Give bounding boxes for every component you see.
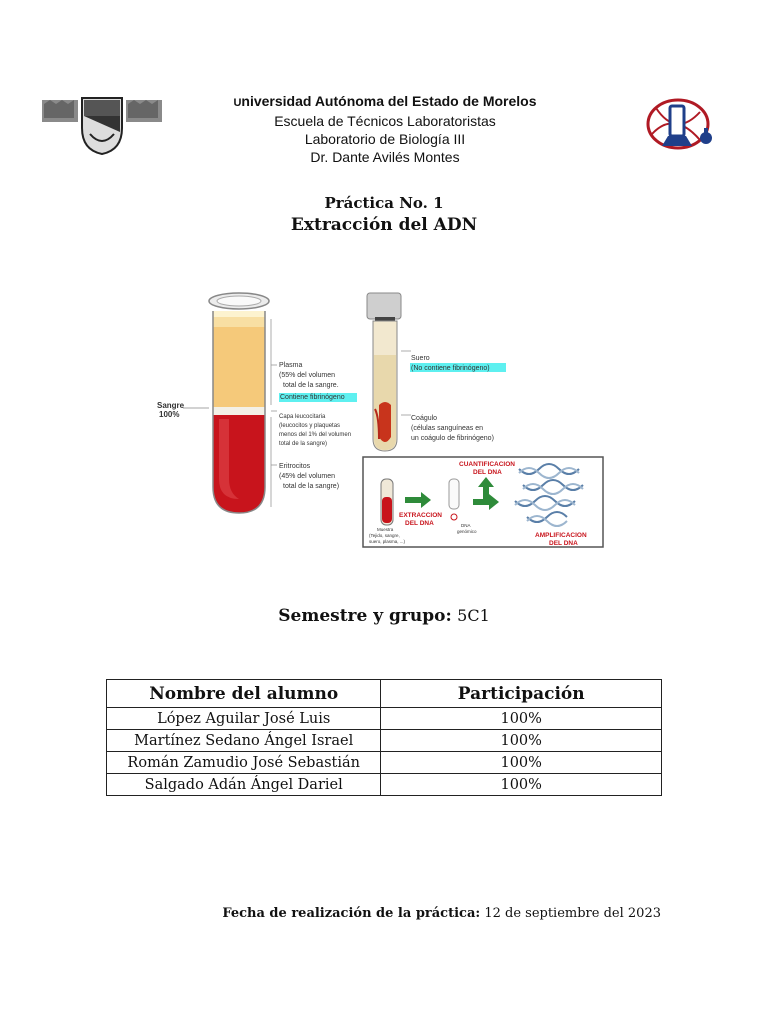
- students-table: [106, 679, 662, 796]
- document-header: [170, 92, 600, 166]
- student-participation: 100%: [381, 708, 662, 730]
- semester-value: 5C1: [457, 606, 490, 625]
- eritrocitos-label: Eritrocitos (45% del volumen total de la sangre): [279, 463, 340, 490]
- lab-name: Laboratorio de Biología III: [304, 131, 466, 147]
- practice-number: Práctica No. 1: [324, 194, 444, 212]
- university-name: Universidad Autónoma del Estado de Morelos: [233, 93, 537, 109]
- blood-tube: [209, 293, 269, 513]
- table-row: [107, 708, 662, 730]
- table-row: [107, 752, 662, 774]
- practice-date: [222, 906, 661, 921]
- plasma-label: Plasma (55% del volumen total de la sangre. Contiene fibrinógeno: [279, 362, 345, 401]
- school-name: Escuela de Técnicos Laboratoristas: [274, 113, 496, 129]
- semester-label: Semestre y grupo:: [278, 606, 452, 626]
- cuantificacion-label: CUANTIFICACION DEL DNA: [459, 461, 515, 476]
- amplificacion-label: AMPLIFICACION DEL DNA: [535, 532, 587, 547]
- table-row: [107, 730, 662, 752]
- extraccion-label: EXTRACCION DEL DNA: [399, 512, 442, 527]
- column-header-name: Nombre del alumno: [107, 680, 381, 708]
- sangre-label: Sangre 100%: [157, 401, 185, 419]
- table-header-row: [107, 680, 662, 708]
- lab-logo: [638, 94, 724, 156]
- university-logo: [40, 94, 164, 156]
- dna-genomico-label: DNA genómico: [457, 523, 477, 534]
- practice-name: Extracción del ADN: [290, 215, 478, 235]
- date-label: Fecha de realización de la práctica:: [222, 906, 481, 921]
- semester-group: [0, 606, 768, 626]
- muestra-label: Muestra (Tejido, sangre, suero, plasma, ...): [369, 527, 406, 544]
- student-participation: 100%: [381, 752, 662, 774]
- date-value: 12 de septiembre del 2023: [484, 906, 661, 921]
- student-participation: 100%: [381, 730, 662, 752]
- student-name: Román Zamudio José Sebastián: [107, 752, 381, 774]
- student-name: López Aguilar José Luis: [107, 708, 381, 730]
- student-name: Salgado Adán Ángel Dariel: [107, 774, 381, 796]
- blood-dna-figure: [143, 289, 623, 565]
- teacher-name: Dr. Dante Avilés Montes: [310, 149, 460, 165]
- capa-label: Capa leucocitaria (leucocitos y plaquetas menos del 1% del volumen total de la sangre): [279, 414, 352, 447]
- coagulo-label: Coágulo (células sanguíneas en un coágulo de fibrinógeno): [411, 415, 494, 442]
- column-header-participation: Participación: [381, 680, 662, 708]
- practice-title: [0, 193, 768, 237]
- suero-label: Suero (No contiene fibrinógeno): [411, 355, 490, 372]
- student-name: Martínez Sedano Ángel Israel: [107, 730, 381, 752]
- table-row: [107, 774, 662, 796]
- student-participation: 100%: [381, 774, 662, 796]
